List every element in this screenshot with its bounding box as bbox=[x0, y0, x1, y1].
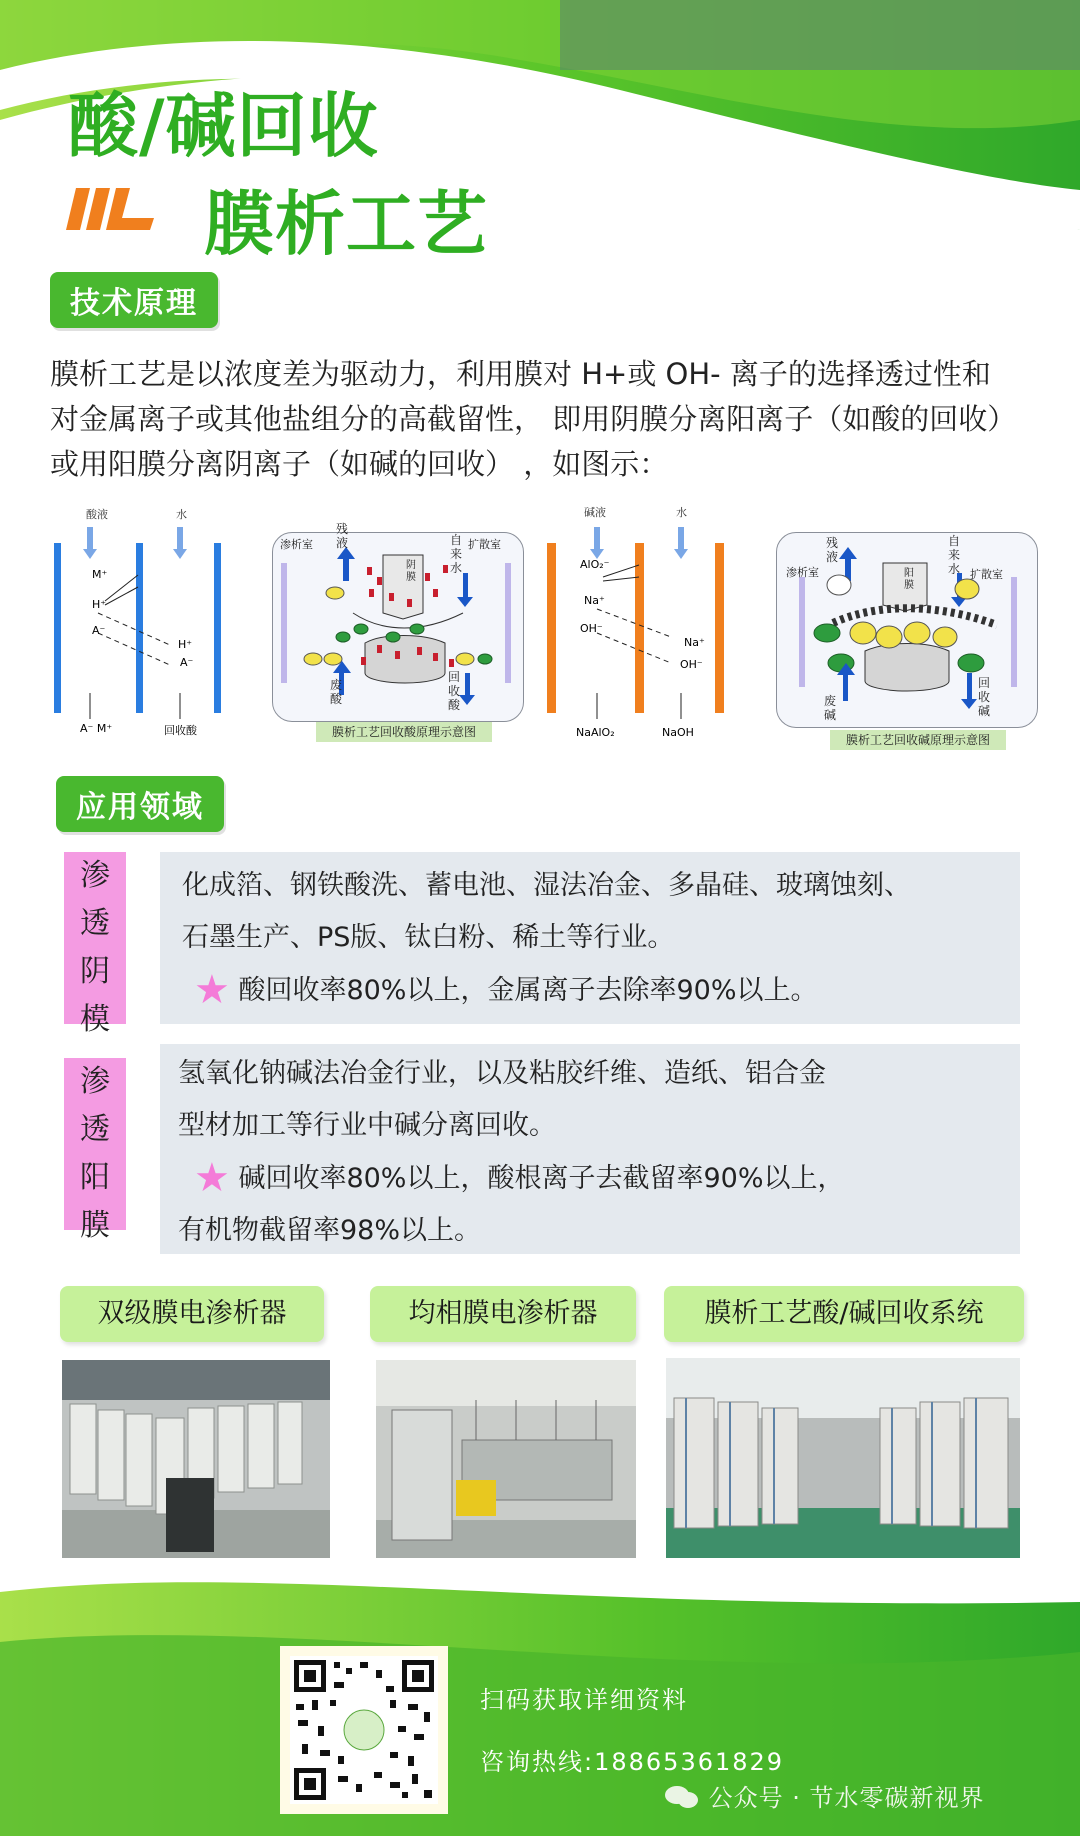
ion-m-plus: M⁺ bbox=[92, 568, 108, 581]
title-line1: 酸/碱回收 bbox=[68, 85, 379, 167]
wechat-account-text: 公众号 · 节水零碳新视界 bbox=[708, 1784, 985, 1812]
base-outlet-left: NaAlO₂ bbox=[576, 726, 615, 739]
acid-recovery-simple-diagram bbox=[50, 505, 235, 745]
application-card-anion bbox=[160, 852, 1020, 1024]
application-line: 型材加工等行业中碱分离回收。 bbox=[178, 1110, 556, 1141]
base-residue: 残液 bbox=[826, 536, 839, 564]
base-diagram-caption: 膜析工艺回收碱原理示意图 bbox=[830, 730, 1006, 750]
application-highlight bbox=[178, 1152, 1020, 1205]
principle-paragraph bbox=[50, 352, 1060, 487]
base-left-room: 渗析室 bbox=[786, 566, 819, 579]
photo-homogeneous-membrane-electrodialyzer bbox=[376, 1360, 636, 1558]
wechat-account bbox=[664, 1778, 985, 1813]
title-line2: 膜析工艺 bbox=[204, 183, 488, 265]
base-water-inlet-label: 水 bbox=[676, 506, 687, 519]
application-tag-anion bbox=[64, 852, 126, 1037]
tag-char: 膜 bbox=[80, 1208, 110, 1243]
application-tag-cation bbox=[64, 1058, 126, 1243]
acid-tap-water: 自来水 bbox=[450, 533, 463, 575]
base-outlet-right: NaOH bbox=[662, 726, 694, 739]
scan-prompt: 扫码获取详细资料 bbox=[480, 1686, 688, 1714]
application-card-cation bbox=[160, 1044, 1020, 1254]
acid-detail-graphic bbox=[273, 533, 525, 723]
tag-char: 透 bbox=[80, 906, 110, 941]
product-photo-3 bbox=[666, 1358, 1020, 1558]
acid-outlet-left: A⁻ M⁺ bbox=[80, 722, 113, 735]
water-inlet-label: 水 bbox=[176, 508, 187, 521]
tag-char: 阳 bbox=[80, 1160, 110, 1195]
ion-a-minus: A⁻ bbox=[92, 624, 106, 637]
qr-code-graphic bbox=[290, 1656, 438, 1804]
wechat-icon bbox=[664, 1784, 700, 1810]
hotline bbox=[480, 1742, 784, 1777]
product-label-1: 双级膜电渗析器 bbox=[60, 1286, 324, 1342]
acid-residue: 残液 bbox=[336, 522, 349, 550]
base-recovered: 回收碱 bbox=[978, 676, 991, 718]
base-tap-water: 自来水 bbox=[948, 534, 961, 576]
product-photo-1 bbox=[62, 1360, 330, 1558]
applications-heading: 应用领域 bbox=[56, 776, 224, 832]
highlight-continued: 有机物截留率98%以上。 bbox=[178, 1215, 482, 1246]
photo-bipolar-membrane-electrodialyzer bbox=[62, 1360, 330, 1558]
ion-oh-minus: OH⁻ bbox=[580, 622, 603, 635]
principle-line-1: 膜析工艺是以浓度差为驱动力，利用膜对 H+或 OH- 离子的选择透过性和 bbox=[50, 357, 991, 391]
ion-alo2-minus: AlO₂⁻ bbox=[580, 558, 610, 571]
principle-line-2: 对金属离子或其他盐组分的高截留性， 即用阴膜分离阳离子（如酸的回收） bbox=[50, 402, 1017, 436]
product-photo-2 bbox=[376, 1360, 636, 1558]
ion-a-minus-right: A⁻ bbox=[180, 656, 194, 669]
hotline-number: 18865361829 bbox=[594, 1748, 785, 1776]
acid-right-room: 扩散室 bbox=[468, 538, 501, 551]
tag-char: 阴 bbox=[80, 954, 110, 989]
acid-membrane-label: 阴膜 bbox=[406, 560, 416, 583]
base-right-room: 扩散室 bbox=[970, 568, 1003, 581]
acid-inlet-label: 酸液 bbox=[86, 508, 108, 521]
acid-waste: 废酸 bbox=[330, 678, 343, 706]
ion-na-plus-right: Na⁺ bbox=[684, 636, 705, 649]
acid-left-room: 渗析室 bbox=[280, 538, 313, 551]
application-line: 石墨生产、PS版、钛白粉、稀土等行业。 bbox=[182, 922, 675, 953]
base-waste: 废碱 bbox=[824, 694, 837, 722]
base-recovery-simple-diagram bbox=[535, 505, 735, 745]
tag-char: 渗 bbox=[80, 1064, 110, 1099]
ion-h-plus-right: H⁺ bbox=[178, 638, 193, 651]
product-label-3: 膜析工艺酸/碱回收系统 bbox=[664, 1286, 1024, 1342]
acid-recovered: 回收酸 bbox=[448, 670, 461, 712]
highlight-text: 酸回收率80%以上，金属离子去除率90%以上。 bbox=[238, 975, 818, 1006]
tag-char: 渗 bbox=[80, 858, 110, 893]
tag-char: 模 bbox=[80, 1002, 110, 1037]
tag-char: 透 bbox=[80, 1112, 110, 1147]
principle-line-3: 或用阳膜分离阴离子（如碱的回收） ，如图示： bbox=[50, 447, 669, 481]
base-membrane-label: 阳膜 bbox=[904, 568, 914, 591]
star-icon: ★ bbox=[194, 1155, 230, 1201]
ion-h-plus: H⁺ bbox=[92, 598, 107, 611]
brand-logo-mark bbox=[66, 186, 160, 232]
base-detail-graphic bbox=[777, 533, 1039, 729]
product-label-2: 均相膜电渗析器 bbox=[370, 1286, 636, 1342]
application-line: 化成箔、钢铁酸洗、蓄电池、湿法冶金、多晶硅、玻璃蚀刻、 bbox=[182, 870, 911, 901]
star-icon: ★ bbox=[194, 967, 230, 1013]
acid-diagram-caption: 膜析工艺回收酸原理示意图 bbox=[316, 722, 492, 742]
base-inlet-label: 碱液 bbox=[584, 506, 606, 519]
photo-acid-base-recovery-system bbox=[666, 1358, 1020, 1558]
principle-heading: 技术原理 bbox=[50, 272, 218, 328]
acid-recovery-detail-diagram bbox=[272, 532, 524, 722]
acid-outlet-right: 回收酸 bbox=[164, 724, 197, 737]
hotline-label: 咨询热线: bbox=[480, 1748, 595, 1776]
qr-code[interactable] bbox=[280, 1646, 448, 1814]
application-line: 氢氧化钠碱法冶金行业，以及粘胶纤维、造纸、铝合金 bbox=[178, 1058, 826, 1089]
ion-na-plus: Na⁺ bbox=[584, 594, 605, 607]
highlight-text: 碱回收率80%以上，酸根离子去截留率90%以上， bbox=[238, 1163, 845, 1194]
ion-oh-minus-right: OH⁻ bbox=[680, 658, 703, 671]
base-recovery-detail-diagram bbox=[776, 532, 1038, 728]
application-highlight bbox=[182, 964, 1020, 1017]
